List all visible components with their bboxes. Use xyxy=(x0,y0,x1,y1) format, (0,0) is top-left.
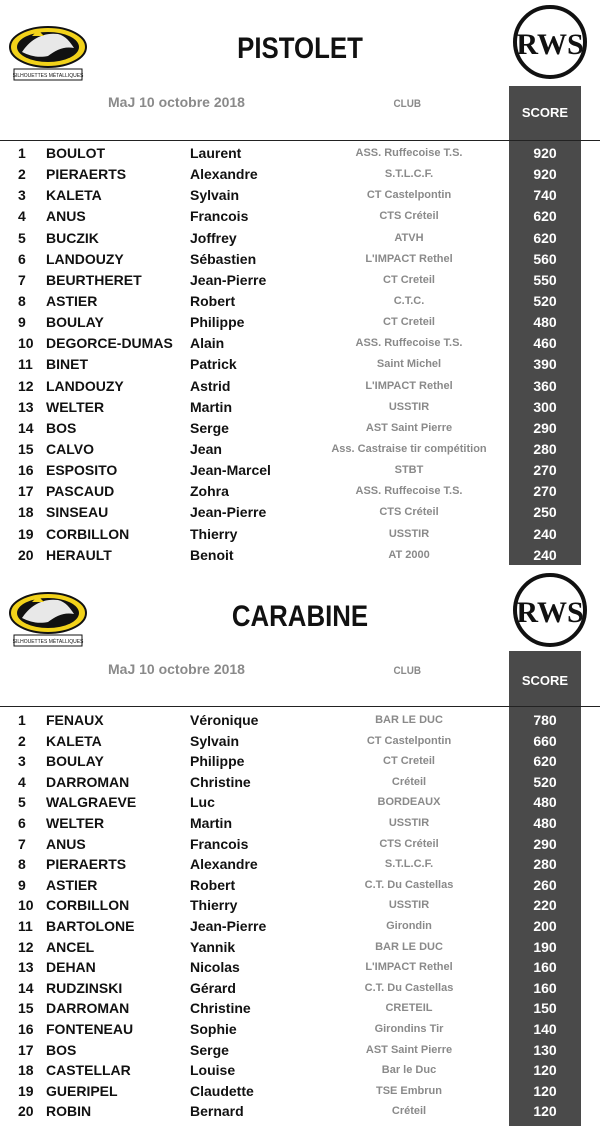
score-value: 270 xyxy=(533,483,557,500)
header-divider xyxy=(0,140,600,141)
score-value: 520 xyxy=(533,773,557,790)
table-row xyxy=(0,937,600,958)
club-name: USSTIR xyxy=(388,816,430,829)
rank: 7 xyxy=(18,271,26,288)
last-name: SINSEAU xyxy=(46,504,109,521)
svg-text:RWS: RWS xyxy=(516,596,584,629)
club-name: Bar le Duc xyxy=(381,1064,437,1077)
rank: 19 xyxy=(18,1082,34,1099)
rank: 10 xyxy=(18,335,34,352)
update-date: MaJ 10 octobre 2018 xyxy=(108,94,245,110)
last-name: FENAUX xyxy=(46,712,104,728)
last-name: RUDZINSKI xyxy=(46,979,123,996)
score-value: 920 xyxy=(533,145,557,161)
first-name: Serge xyxy=(190,1041,229,1058)
table-row xyxy=(0,813,600,834)
score-value: 240 xyxy=(533,525,557,542)
club-name: CTS Créteil xyxy=(379,837,439,850)
rank: 5 xyxy=(18,794,26,811)
table-row xyxy=(0,270,600,291)
club-name: AT 2000 xyxy=(388,548,430,561)
rank: 8 xyxy=(18,292,26,309)
last-name: CALVO xyxy=(46,440,94,457)
last-name: BOS xyxy=(46,419,77,436)
club-name: CRETEIL xyxy=(385,1002,433,1015)
first-name: Claudette xyxy=(190,1082,254,1099)
rank: 12 xyxy=(18,938,34,955)
section-title: PISTOLET xyxy=(237,32,363,65)
score-value: 160 xyxy=(533,979,557,996)
club-name: L'IMPACT Rethel xyxy=(365,961,453,974)
rank: 17 xyxy=(18,1041,34,1058)
rank: 20 xyxy=(18,546,34,563)
update-date: MaJ 10 octobre 2018 xyxy=(108,661,245,677)
table-row xyxy=(0,249,600,270)
svg-text:SILHOUETTES MÉTALLIQUES: SILHOUETTES MÉTALLIQUES xyxy=(12,73,84,79)
rws-logo xyxy=(512,4,588,80)
club-name: Girondin xyxy=(386,919,432,932)
club-name: STBT xyxy=(394,464,424,477)
club-name: C.T. Du Castellas xyxy=(364,981,454,994)
first-name: Joffrey xyxy=(190,229,237,246)
score-value: 620 xyxy=(533,229,557,246)
table-row xyxy=(0,731,600,752)
last-name: ANUS xyxy=(46,208,86,225)
club-name: L'IMPACT Rethel xyxy=(365,252,453,265)
last-name: DEHAN xyxy=(46,959,96,976)
rank: 18 xyxy=(18,504,34,521)
club-name: CT Creteil xyxy=(383,755,435,768)
first-name: Serge xyxy=(190,419,229,436)
first-name: Astrid xyxy=(190,377,231,394)
last-name: GUERIPEL xyxy=(46,1082,118,1099)
last-name: HERAULT xyxy=(46,546,112,563)
last-name: ASTIER xyxy=(46,292,98,309)
rank: 9 xyxy=(18,876,26,893)
last-name: DEGORCE-DUMAS xyxy=(46,335,173,352)
club-name: AST Saint Pierre xyxy=(365,1043,453,1056)
club-column-header: CLUB xyxy=(393,665,422,677)
first-name: Luc xyxy=(190,794,215,811)
score-value: 360 xyxy=(533,377,557,394)
score-value: 660 xyxy=(533,732,557,749)
table-row xyxy=(0,376,600,397)
score-value: 620 xyxy=(533,208,557,225)
table-row xyxy=(0,834,600,855)
first-name: Sylvain xyxy=(190,732,240,749)
last-name: BUCZIK xyxy=(46,229,99,246)
last-name: ESPOSITO xyxy=(46,462,118,479)
score-value: 740 xyxy=(533,187,557,204)
score-value: 120 xyxy=(533,1103,557,1120)
rank: 7 xyxy=(18,835,26,852)
score-column-header: SCORE xyxy=(521,673,569,688)
club-name: CT Creteil xyxy=(383,316,435,329)
rank: 6 xyxy=(18,250,26,267)
last-name: CASTELLAR xyxy=(46,1062,131,1079)
rank: 3 xyxy=(18,753,26,770)
last-name: PIERAERTS xyxy=(46,856,127,873)
last-name: WALGRAEVE xyxy=(46,794,137,811)
club-name: Créteil xyxy=(391,775,427,788)
first-name: Thierry xyxy=(190,525,238,542)
ranking-table xyxy=(0,143,600,566)
score-value: 140 xyxy=(533,1020,557,1037)
first-name: Jean xyxy=(190,440,222,457)
club-name: ATVH xyxy=(394,231,424,244)
rank: 2 xyxy=(18,732,26,749)
club-name: L'IMPACT Rethel xyxy=(365,379,453,392)
svg-text:RWS: RWS xyxy=(516,28,584,61)
first-name: Benoit xyxy=(190,546,234,563)
club-name: C.T.C. xyxy=(393,294,425,307)
last-name: BEURTHERET xyxy=(46,271,142,288)
first-name: Jean-Pierre xyxy=(190,917,267,934)
score-value: 480 xyxy=(533,814,557,831)
table-row xyxy=(0,751,600,772)
table-row xyxy=(0,772,600,793)
last-name: ANCEL xyxy=(46,938,95,955)
last-name: ANUS xyxy=(46,835,86,852)
score-value: 300 xyxy=(533,398,557,415)
club-name: ASS. Ruffecoise T.S. xyxy=(355,147,463,159)
club-name: CT Castelpontin xyxy=(366,734,452,747)
table-row xyxy=(0,164,600,185)
club-name: BORDEAUX xyxy=(377,796,441,809)
first-name: Laurent xyxy=(190,145,242,161)
rank: 3 xyxy=(18,187,26,204)
score-value: 280 xyxy=(533,856,557,873)
table-row xyxy=(0,916,600,937)
table-row xyxy=(0,998,600,1019)
rank: 4 xyxy=(18,208,26,225)
score-value: 480 xyxy=(533,314,557,331)
last-name: ASTIER xyxy=(46,876,98,893)
club-name: Créteil xyxy=(391,1105,427,1118)
score-value: 260 xyxy=(533,876,557,893)
club-name: USSTIR xyxy=(388,899,430,912)
score-value: 240 xyxy=(533,546,557,563)
silhouettes-metalliques-logo xyxy=(8,588,88,654)
score-value: 160 xyxy=(533,959,557,976)
club-name: CT Castelpontin xyxy=(366,189,452,202)
club-name: S.T.L.C.F. xyxy=(384,858,434,871)
last-name: WELTER xyxy=(46,814,105,831)
table-row xyxy=(0,1040,600,1061)
last-name: DARROMAN xyxy=(46,1000,130,1017)
last-name: BOULAY xyxy=(46,314,104,331)
table-row xyxy=(0,418,600,439)
score-value: 150 xyxy=(533,1000,557,1017)
last-name: CORBILLON xyxy=(46,525,130,542)
score-value: 290 xyxy=(533,835,557,852)
club-name: C.T. Du Castellas xyxy=(364,878,454,891)
last-name: BOULOT xyxy=(46,145,106,161)
ranking-table xyxy=(0,710,600,1122)
table-row xyxy=(0,1101,600,1122)
first-name: Robert xyxy=(190,876,236,893)
rank: 20 xyxy=(18,1103,34,1120)
first-name: Robert xyxy=(190,292,236,309)
table-row xyxy=(0,792,600,813)
rank: 12 xyxy=(18,377,34,394)
club-name: USSTIR xyxy=(388,400,430,413)
last-name: KALETA xyxy=(46,187,102,204)
rank: 14 xyxy=(18,979,34,996)
table-row xyxy=(0,854,600,875)
first-name: Sophie xyxy=(190,1020,237,1037)
rank: 5 xyxy=(18,229,26,246)
carabine-section xyxy=(0,568,600,1126)
svg-text:SILHOUETTES MÉTALLIQUES: SILHOUETTES MÉTALLIQUES xyxy=(12,639,84,645)
last-name: WELTER xyxy=(46,398,105,415)
table-row xyxy=(0,1060,600,1081)
rank: 4 xyxy=(18,773,26,790)
score-value: 130 xyxy=(533,1041,557,1058)
rank: 13 xyxy=(18,959,34,976)
table-row xyxy=(0,895,600,916)
club-name: USSTIR xyxy=(388,527,430,540)
table-row xyxy=(0,1019,600,1040)
first-name: Martin xyxy=(190,398,232,415)
table-row xyxy=(0,143,600,164)
table-row xyxy=(0,710,600,731)
first-name: Gérard xyxy=(190,979,236,996)
table-row xyxy=(0,312,600,333)
last-name: DARROMAN xyxy=(46,773,130,790)
rank: 16 xyxy=(18,462,34,479)
table-row xyxy=(0,185,600,206)
rank: 15 xyxy=(18,1000,34,1017)
table-row xyxy=(0,228,600,249)
score-value: 780 xyxy=(533,712,557,728)
first-name: Louise xyxy=(190,1062,236,1079)
score-value: 520 xyxy=(533,292,557,309)
first-name: Jean-Pierre xyxy=(190,271,267,288)
last-name: FONTENEAU xyxy=(46,1020,134,1037)
club-name: BAR LE DUC xyxy=(375,940,443,953)
score-value: 920 xyxy=(533,166,557,183)
club-name: ASS. Ruffecoise T.S. xyxy=(355,337,463,350)
first-name: Alexandre xyxy=(190,856,258,873)
rank: 11 xyxy=(18,356,33,373)
score-value: 620 xyxy=(533,753,557,770)
first-name: Philippe xyxy=(190,753,245,770)
score-value: 390 xyxy=(533,356,557,373)
first-name: Thierry xyxy=(190,897,238,914)
first-name: Véronique xyxy=(190,712,259,728)
first-name: Sébastien xyxy=(190,250,257,267)
first-name: Philippe xyxy=(190,314,245,331)
table-row xyxy=(0,1081,600,1102)
score-value: 270 xyxy=(533,462,557,479)
last-name: PIERAERTS xyxy=(46,166,127,183)
score-value: 290 xyxy=(533,419,557,436)
score-value: 200 xyxy=(533,917,557,934)
rank: 15 xyxy=(18,440,34,457)
first-name: Jean-Marcel xyxy=(190,462,271,479)
table-row xyxy=(0,978,600,999)
last-name: ROBIN xyxy=(46,1103,92,1120)
table-row xyxy=(0,460,600,481)
rank: 13 xyxy=(18,398,34,415)
table-row xyxy=(0,333,600,354)
table-row xyxy=(0,439,600,460)
first-name: Patrick xyxy=(190,356,237,373)
score-value: 280 xyxy=(533,440,557,457)
first-name: Nicolas xyxy=(190,959,240,976)
last-name: BOULAY xyxy=(46,753,104,770)
rank: 19 xyxy=(18,525,34,542)
table-row xyxy=(0,291,600,312)
club-name: BAR LE DUC xyxy=(375,714,443,726)
rank: 16 xyxy=(18,1020,34,1037)
rank: 1 xyxy=(18,145,26,161)
club-name: ASS. Ruffecoise T.S. xyxy=(355,485,463,498)
table-row xyxy=(0,524,600,545)
table-row xyxy=(0,481,600,502)
first-name: Alain xyxy=(190,335,225,352)
rank: 17 xyxy=(18,483,34,500)
table-row xyxy=(0,206,600,227)
last-name: BINET xyxy=(46,356,88,373)
first-name: Sylvain xyxy=(190,187,240,204)
club-name: Saint Michel xyxy=(376,358,442,371)
table-row xyxy=(0,957,600,978)
score-value: 120 xyxy=(533,1082,557,1099)
rank: 10 xyxy=(18,897,34,914)
rank: 6 xyxy=(18,814,26,831)
club-name: Ass. Castraise tir compétition xyxy=(331,442,487,455)
header-divider xyxy=(0,706,600,707)
score-value: 250 xyxy=(533,504,557,521)
rank: 2 xyxy=(18,166,26,183)
last-name: KALETA xyxy=(46,732,102,749)
first-name: Zohra xyxy=(190,483,229,500)
first-name: Christine xyxy=(190,1000,251,1017)
club-name: CTS Créteil xyxy=(379,506,439,519)
score-value: 550 xyxy=(533,271,557,288)
score-column-header: SCORE xyxy=(521,105,569,120)
first-name: Francois xyxy=(190,208,249,225)
first-name: Jean-Pierre xyxy=(190,504,267,521)
first-name: Francois xyxy=(190,835,249,852)
club-name: CTS Créteil xyxy=(379,210,439,223)
first-name: Yannik xyxy=(190,938,236,955)
club-name: Girondins Tir xyxy=(374,1022,444,1035)
club-name: CT Creteil xyxy=(383,273,435,286)
club-name: S.T.L.C.F. xyxy=(384,168,434,181)
table-row xyxy=(0,875,600,896)
table-row xyxy=(0,397,600,418)
last-name: LANDOUZY xyxy=(46,377,124,394)
rank: 9 xyxy=(18,314,26,331)
club-column-header: CLUB xyxy=(393,98,422,110)
rank: 11 xyxy=(18,917,33,934)
last-name: LANDOUZY xyxy=(46,250,124,267)
first-name: Bernard xyxy=(190,1103,244,1120)
last-name: CORBILLON xyxy=(46,897,130,914)
rank: 1 xyxy=(18,712,26,728)
first-name: Christine xyxy=(190,773,251,790)
score-value: 190 xyxy=(533,938,557,955)
rank: 18 xyxy=(18,1062,34,1079)
silhouettes-metalliques-logo xyxy=(8,22,88,88)
score-value: 460 xyxy=(533,335,557,352)
score-value: 220 xyxy=(533,897,557,914)
first-name: Alexandre xyxy=(190,166,258,183)
first-name: Martin xyxy=(190,814,232,831)
last-name: PASCAUD xyxy=(46,483,115,500)
table-row xyxy=(0,354,600,375)
rws-logo xyxy=(512,572,588,648)
club-name: AST Saint Pierre xyxy=(365,421,453,434)
table-row xyxy=(0,502,600,523)
club-name: TSE Embrun xyxy=(375,1084,442,1097)
last-name: BOS xyxy=(46,1041,77,1058)
table-row xyxy=(0,545,600,566)
last-name: BARTOLONE xyxy=(46,917,135,934)
score-value: 480 xyxy=(533,794,557,811)
score-value: 120 xyxy=(533,1062,557,1079)
section-title: CARABINE xyxy=(231,600,369,633)
rank: 14 xyxy=(18,419,34,436)
score-value: 560 xyxy=(533,250,557,267)
rank: 8 xyxy=(18,856,26,873)
